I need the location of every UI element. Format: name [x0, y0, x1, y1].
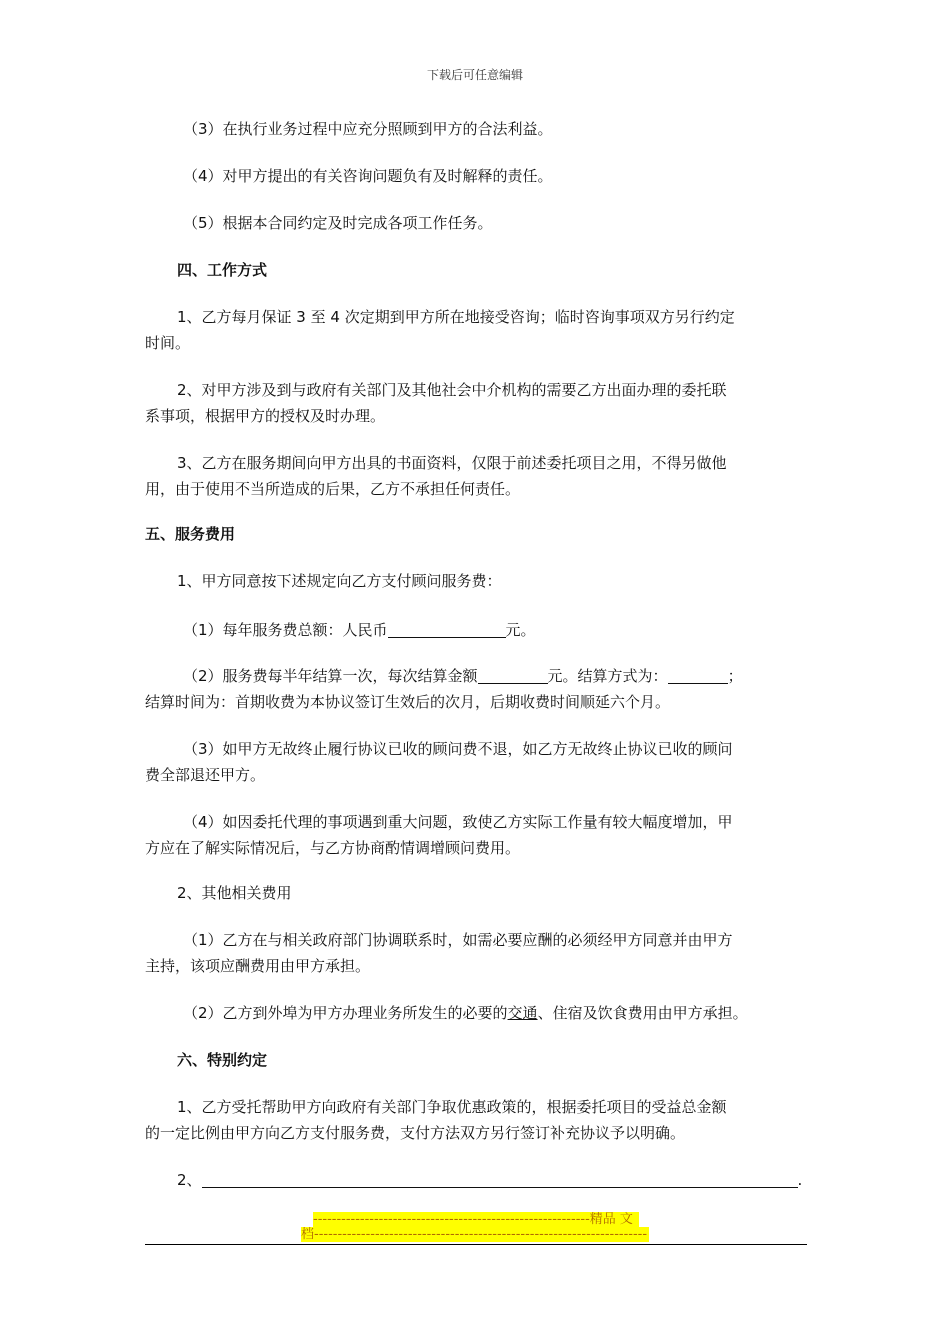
page-header: 下载后可任意编辑 [426, 68, 523, 82]
fee-item-1: 1、甲方同意按下述规定向乙方支付顾问服务费： [177, 572, 502, 590]
work-item-3: 3、乙方在服务期间向甲方出具的书面资料，仅限于前述委托项目之用，不得另做他 [177, 454, 727, 472]
fee-item-2-2-text: （2）乙方到外埠为甲方办理业务所发生的必要的 [183, 1004, 508, 1022]
fee-item-1-2-end: ； [727, 667, 743, 685]
fee-item-1-2-mid: 元。结算方式为： [547, 667, 668, 685]
section-5-heading: 五、服务费用 [145, 525, 236, 543]
work-item-1: 1、乙方每月保证 3 至 4 次定期到甲方所在地接受咨询；临时咨询事项双方另行约定 [177, 308, 735, 326]
special-item-1: 1、乙方受托帮助甲方向政府有关部门争取优惠政策的，根据委托项目的受益总金额 [177, 1098, 727, 1116]
special-item-1-cont: 的一定比例由甲方向乙方支付服务费，支付方法双方另行签订补充协议予以明确。 [145, 1124, 686, 1142]
fee-item-1-3: （3）如甲方无故终止履行协议已收的顾问费不退，如乙方无故终止协议已收的顾问 [183, 740, 733, 758]
work-item-2-cont: 系事项，根据甲方的授权及时办理。 [145, 407, 386, 425]
fee-item-1-1 [145, 617, 843, 643]
clause-3-5: （5）根据本合同约定及时完成各项工作任务。 [183, 214, 493, 232]
fee-item-1-2-cont: 结算时间为：首期收费为本协议签订生效后的次月，后期收费时间顺延六个月。 [145, 693, 671, 711]
fee-item-1-1-unit: 元。 [505, 621, 536, 639]
footer-rule [145, 1244, 807, 1245]
work-item-2: 2、对甲方涉及到与政府有关部门及其他社会中介机构的需要乙方出面办理的委托联 [177, 381, 727, 399]
amount-blank[interactable] [388, 620, 506, 638]
fee-item-2-1: （1）乙方在与相关政府部门协调联系时，如需必要应酬的必须经甲方同意并由甲方 [183, 931, 733, 949]
clause-3-4: （4）对甲方提出的有关咨询问题负有及时解释的责任。 [183, 167, 553, 185]
section-6-heading: 六、特别约定 [177, 1051, 268, 1069]
special-item-2-blank[interactable] [202, 1170, 798, 1188]
fee-item-2-1-cont: 主持，该项应酬费用由甲方承担。 [145, 957, 371, 975]
footer-banner-line-2: 档----------------------------------------------------------------------- [301, 1227, 648, 1242]
special-item-2 [145, 1167, 837, 1193]
transport-link[interactable]: 交通 [507, 1004, 538, 1022]
fee-item-1-4: （4）如因委托代理的事项遇到重大问题，致使乙方实际工作量有较大幅度增加，甲 [183, 813, 733, 831]
fee-item-2-2 [145, 1000, 843, 1026]
settlement-amount-blank[interactable] [478, 666, 548, 684]
clause-3-3: （3）在执行业务过程中应充分照顾到甲方的合法利益。 [183, 120, 553, 138]
work-item-1-cont: 时间。 [145, 334, 191, 352]
fee-item-1-2 [145, 663, 843, 689]
section-4-heading: 四、工作方式 [177, 261, 268, 279]
fee-item-1-4-cont: 方应在了解实际情况后，与乙方协商酌情调增顾问费用。 [145, 839, 521, 857]
fee-item-1-2-text: （2）服务费每半年结算一次，每次结算金额 [183, 667, 478, 685]
settlement-method-blank[interactable] [668, 666, 728, 684]
fee-item-2-2-end: 、住宿及饮食费用由甲方承担。 [537, 1004, 748, 1022]
footer-banner-line-1: -----------------------------------------------------------精品 文 [313, 1212, 639, 1227]
special-item-2-number: 2、 [177, 1171, 202, 1189]
fee-item-1-3-cont: 费全部退还甲方。 [145, 766, 266, 784]
special-item-2-end: . [797, 1171, 803, 1189]
fee-item-2: 2、其他相关费用 [177, 884, 292, 902]
work-item-3-cont: 用，由于使用不当所造成的后果，乙方不承担任何责任。 [145, 480, 521, 498]
fee-item-1-1-text: （1）每年服务费总额：人民币 [183, 621, 388, 639]
